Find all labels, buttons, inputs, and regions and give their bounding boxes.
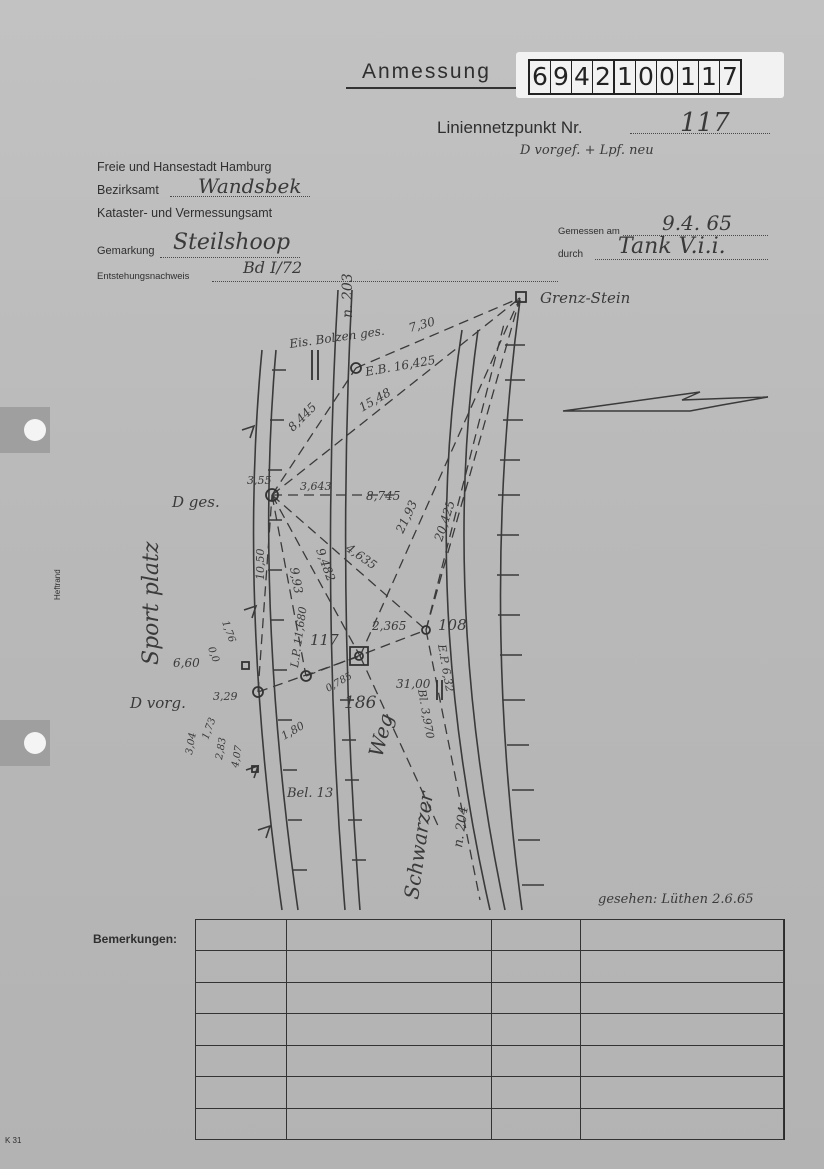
authority-line1: Freie und Hansestadt Hamburg <box>97 160 272 174</box>
label-9-482: 9,482 <box>313 546 339 584</box>
label-3-04: 3,04 <box>184 731 199 756</box>
mid-ticks <box>340 700 366 860</box>
table-row <box>196 951 785 982</box>
digit: 7 <box>722 62 738 91</box>
label-3-29: 3,29 <box>213 690 238 703</box>
point-note: D vorgef. + Lpf. neu <box>520 143 654 158</box>
table-row <box>196 920 785 951</box>
entstehung-label: Entstehungsnachweis <box>97 271 190 282</box>
road-curve <box>464 330 505 910</box>
north-arrow <box>563 392 768 411</box>
gemessen-value: 9.4. 65 <box>662 211 732 235</box>
label-4-07: 4,07 <box>230 744 245 769</box>
label-n203: n. 203 <box>340 273 356 318</box>
label-bolzen: Eis. Bolzen ges. <box>288 323 386 351</box>
measure-line <box>426 298 520 630</box>
remarks-table <box>195 919 785 1140</box>
table-row <box>196 1045 785 1076</box>
label-4-635: 4,635 <box>343 540 380 573</box>
durch-label: durch <box>558 249 584 260</box>
label-3-643: 3,643 <box>300 480 332 493</box>
label-d-ges: D ges. <box>172 493 220 511</box>
point-label: Liniennetzpunkt Nr. <box>437 118 583 137</box>
table-row <box>196 1108 785 1139</box>
heftrand-label: Heftrand <box>53 569 62 600</box>
form-code: K 31 <box>5 1136 22 1145</box>
remarks-label: Bemerkungen: <box>93 932 178 946</box>
digit: 0 <box>657 61 678 93</box>
digit: 2 <box>593 61 615 93</box>
small-marker <box>242 662 249 669</box>
label-15-48: 15,48 <box>356 385 394 415</box>
digit: 1 <box>615 61 636 93</box>
measure-line <box>272 298 520 495</box>
road-ticks <box>497 345 544 885</box>
gemarkung-value: Steilshoop <box>173 230 291 255</box>
label-1-76: 1,76 <box>219 619 238 644</box>
label-6-60: 6,60 <box>173 656 200 670</box>
label-117: 117 <box>310 631 339 649</box>
authority-line3: Kataster- und Vermessungsamt <box>97 206 273 220</box>
label-0-785: 0,785 <box>324 670 355 695</box>
gemarkung-label: Gemarkung <box>97 245 155 257</box>
entstehung-value: Bd I/72 <box>243 258 303 277</box>
bezirksamt-value: Wandsbek <box>198 174 302 198</box>
digit: 0 <box>636 61 657 93</box>
label-8-445: 8,445 <box>285 399 320 435</box>
label-7-30: 7,30 <box>407 314 437 335</box>
label-20-425: 20,425 <box>431 498 458 543</box>
label-weg: Weg <box>363 710 399 760</box>
durch-value: Tank V.i.i. <box>618 234 726 259</box>
label-sportplatz: Sport platz <box>139 541 164 665</box>
label-ep: E.P. 6,32 <box>435 643 457 693</box>
label-9-93: 9,93 <box>287 566 306 595</box>
label-3-55: 3,55 <box>247 474 272 487</box>
label-bl: Bl. 3,970 <box>415 688 437 740</box>
label-lp: L.P. 11,680 <box>288 605 310 669</box>
digit: 1 <box>678 61 699 93</box>
label-8-745: 8,745 <box>366 489 401 503</box>
label-2-365: 2,365 <box>372 619 407 633</box>
boundary-curve <box>330 290 345 910</box>
label-186: 186 <box>344 693 377 713</box>
measure-line <box>360 298 520 656</box>
label-bel: Bel. 13 <box>287 786 334 801</box>
label-2-83: 2,83 <box>214 736 229 761</box>
label-21-93: 21,93 <box>393 498 421 536</box>
bezirksamt-label: Bezirksamt <box>97 183 159 197</box>
label-schwarzer: Schwarzer <box>399 790 439 901</box>
digit: 9 <box>551 61 572 93</box>
digit: 1 <box>699 61 720 93</box>
gesehen-note: gesehen: Lüthen 2.6.65 <box>598 892 754 907</box>
label-1-80: 1,80 <box>279 719 307 743</box>
gemessen-label: Gemessen am <box>558 226 620 237</box>
point-number: 117 <box>680 108 730 138</box>
boundary-curve <box>346 290 360 910</box>
label-31-00: 31,00 <box>396 677 431 691</box>
measure-line <box>272 368 356 495</box>
label-d-vorg: D vorg. <box>130 694 186 712</box>
table-row <box>196 982 785 1013</box>
label-1-73: 1,73 <box>200 716 219 742</box>
label-10-50: 10,50 <box>254 548 267 580</box>
digit: 4 <box>572 61 593 93</box>
label-grenzstein: Grenz-Stein <box>540 289 631 307</box>
label-n204: n. 204 <box>451 805 472 849</box>
road-curve <box>500 300 522 910</box>
label-108: 108 <box>438 616 467 634</box>
label-eb: E.B. 16,425 <box>364 352 437 379</box>
form-title: Anmessung <box>362 60 491 83</box>
table-row <box>196 1077 785 1108</box>
table-row <box>196 1014 785 1045</box>
label-0-00: 0,0 <box>205 645 221 664</box>
double-mark <box>312 350 318 380</box>
digit: 6 <box>530 61 551 93</box>
